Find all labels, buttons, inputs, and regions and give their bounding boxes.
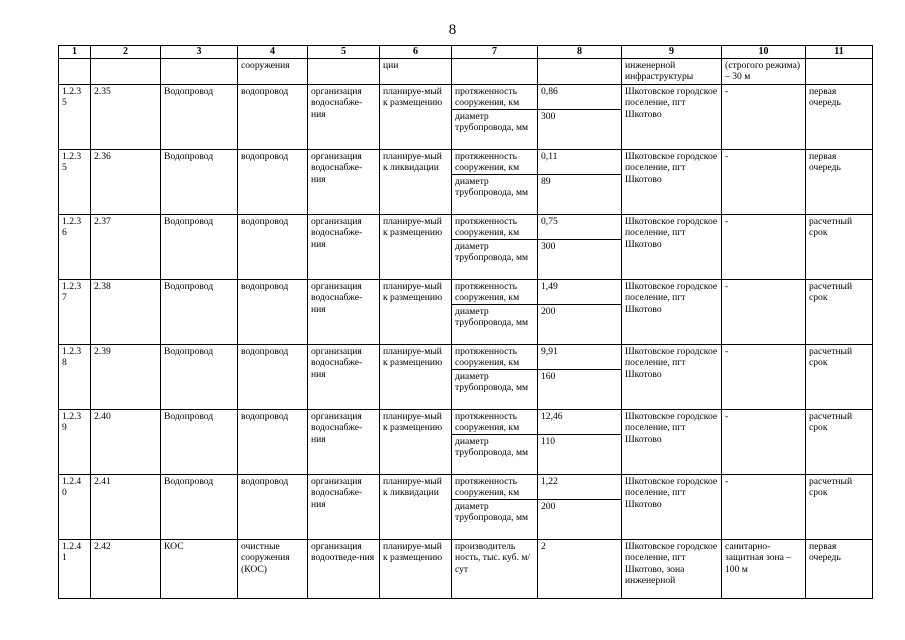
table-cell: планируе-мый к размещению	[380, 409, 452, 474]
table-cell: 1.2.3 9	[59, 409, 91, 474]
table-cell: Шкотовское городское поселение, пгт Шкотово	[622, 84, 722, 149]
table-cell: 2.35	[91, 84, 161, 149]
table-cell: ции	[380, 59, 452, 85]
table-cell: организация водоснабже-ния	[308, 474, 380, 539]
continuation-row	[59, 59, 873, 85]
table-cell: первая очередь	[806, 149, 873, 214]
table-cell: расчетный срок	[806, 409, 873, 474]
header-row	[59, 46, 873, 59]
table-cell: организация водоснабже-ния	[308, 344, 380, 409]
table-cell	[538, 409, 622, 474]
param-value: 0,86	[538, 85, 621, 110]
table-cell: планируе-мый к размещению	[380, 279, 452, 344]
table-cell: 1.2.3 8	[59, 344, 91, 409]
param-value: 110	[541, 435, 556, 447]
table-cell: Водопровод	[161, 474, 238, 539]
param-label: диаметр трубопровода, мм	[455, 500, 529, 524]
table-row	[59, 279, 873, 344]
col-header: 3	[161, 46, 238, 59]
table-cell: водопровод	[238, 344, 308, 409]
param-label: диаметр трубопровода, мм	[455, 110, 529, 134]
param-value: 89	[541, 175, 551, 187]
table-cell	[161, 59, 238, 85]
table-cell: (строгого режима) – 30 м	[722, 59, 806, 85]
param-label: диаметр трубопровода, мм	[455, 305, 529, 329]
table-cell	[452, 59, 538, 85]
table-cell: расчетный срок	[806, 344, 873, 409]
table-row	[59, 539, 873, 598]
table-cell: Шкотовское городское поселение, пгт Шкотово	[622, 214, 722, 279]
table-cell	[538, 149, 622, 214]
table-cell: -	[722, 474, 806, 539]
table-row	[59, 149, 873, 214]
param-value: 1,49	[538, 280, 621, 305]
table-cell: 1.2.3 6	[59, 214, 91, 279]
table-cell: КОС	[161, 539, 238, 598]
table-cell: организация водоснабже-ния	[308, 84, 380, 149]
param-label: протяженность сооружения, км	[452, 345, 537, 370]
param-label: протяженность сооружения, км	[452, 215, 537, 240]
table-cell: расчетный срок	[806, 279, 873, 344]
param-value: 0,11	[538, 150, 621, 175]
table-cell: организация водоснабже-ния	[308, 409, 380, 474]
table-cell: -	[722, 344, 806, 409]
table-cell	[91, 59, 161, 85]
table-cell: Шкотовское городское поселение, пгт Шкотово, зона инженерной	[622, 539, 722, 598]
param-value: 300	[541, 240, 556, 252]
table-cell	[538, 474, 622, 539]
table-cell: 2.36	[91, 149, 161, 214]
table-row	[59, 84, 873, 149]
table-cell	[308, 59, 380, 85]
table-cell: водопровод	[238, 279, 308, 344]
table-cell	[452, 214, 538, 279]
table-cell: 1.2.4 1	[59, 539, 91, 598]
table-cell: Шкотовское городское поселение, пгт Шкотово	[622, 474, 722, 539]
col-header: 2	[91, 46, 161, 59]
param-value: 12,46	[538, 410, 621, 435]
table-cell: производитель ность, тыс. куб. м/сут	[452, 539, 538, 598]
table-cell: 1.2.3 7	[59, 279, 91, 344]
table-cell: планируе-мый к размещению	[380, 84, 452, 149]
param-label: диаметр трубопровода, мм	[455, 435, 529, 459]
table-cell: Водопровод	[161, 214, 238, 279]
table-cell: 2.38	[91, 279, 161, 344]
table-cell	[538, 279, 622, 344]
table-cell: Водопровод	[161, 84, 238, 149]
param-value: 0,75	[538, 215, 621, 240]
table-cell: планируе-мый к размещению	[380, 539, 452, 598]
table-cell	[452, 84, 538, 149]
param-label: протяженность сооружения, км	[452, 150, 537, 175]
table-cell: Водопровод	[161, 149, 238, 214]
param-value: 200	[541, 500, 556, 512]
col-header: 7	[452, 46, 538, 59]
param-value: 200	[541, 305, 556, 317]
table-cell: первая очередь	[806, 84, 873, 149]
param-label: протяженность сооружения, км	[452, 410, 537, 435]
param-label: протяженность сооружения, км	[452, 280, 537, 305]
table-cell: 2.41	[91, 474, 161, 539]
table-cell: 1.2.3 5	[59, 149, 91, 214]
col-header: 11	[806, 46, 873, 59]
col-header: 4	[238, 46, 308, 59]
table-cell: организация водоснабже-ния	[308, 214, 380, 279]
table-cell: водопровод	[238, 84, 308, 149]
table-cell: водопровод	[238, 409, 308, 474]
table-cell: 2.37	[91, 214, 161, 279]
table-cell: планируе-мый к размещению	[380, 344, 452, 409]
table-cell: организация водоснабже-ния	[308, 149, 380, 214]
param-value: 1,22	[538, 475, 621, 500]
table-cell: Шкотовское городское поселение, пгт Шкотово	[622, 149, 722, 214]
table-cell: сооружения	[238, 59, 308, 85]
table-cell: 1.2.4 0	[59, 474, 91, 539]
table-cell: водопровод	[238, 214, 308, 279]
param-label: протяженность сооружения, км	[452, 85, 537, 110]
table-cell: 2	[538, 539, 622, 598]
table-cell: 2.42	[91, 539, 161, 598]
table-cell: планируе-мый к размещению	[380, 214, 452, 279]
table-row	[59, 214, 873, 279]
table-cell: Шкотовское городское поселение, пгт Шкотово	[622, 344, 722, 409]
table-cell: водопровод	[238, 474, 308, 539]
page-number: 8	[448, 22, 457, 38]
table-row	[59, 409, 873, 474]
param-label: диаметр трубопровода, мм	[455, 370, 529, 394]
table-cell: планируе-мый к ликвидации	[380, 149, 452, 214]
col-header: 10	[722, 46, 806, 59]
table-cell	[452, 279, 538, 344]
param-value: 300	[541, 110, 556, 122]
table-cell: организация водоснабже-ния	[308, 279, 380, 344]
col-header: 1	[59, 46, 91, 59]
table-cell: расчетный срок	[806, 474, 873, 539]
table-cell: -	[722, 409, 806, 474]
table-cell: Шкотовское городское поселение, пгт Шкотово	[622, 279, 722, 344]
table-cell: инженерной инфраструктуры	[622, 59, 722, 85]
table-cell: -	[722, 149, 806, 214]
param-label: диаметр трубопровода, мм	[455, 175, 529, 199]
table-row	[59, 344, 873, 409]
table-cell: планируе-мый к ликвидации	[380, 474, 452, 539]
table-cell	[538, 59, 622, 85]
table-cell	[59, 59, 91, 85]
table-cell: Шкотовское городское поселение, пгт Шкотово	[622, 409, 722, 474]
table-cell	[538, 214, 622, 279]
planning-table	[58, 45, 873, 599]
table-cell: очистные сооружения (КОС)	[238, 539, 308, 598]
table-cell: -	[722, 84, 806, 149]
table-cell: Водопровод	[161, 409, 238, 474]
table-cell	[452, 474, 538, 539]
table-cell	[452, 409, 538, 474]
table-cell: 2.40	[91, 409, 161, 474]
table-cell: 2.39	[91, 344, 161, 409]
param-value: 160	[541, 370, 556, 382]
table-cell: -	[722, 214, 806, 279]
table-cell: первая очередь	[806, 539, 873, 598]
table-cell	[538, 84, 622, 149]
col-header: 9	[622, 46, 722, 59]
col-header: 5	[308, 46, 380, 59]
table-cell: расчетный срок	[806, 214, 873, 279]
param-label: протяженность сооружения, км	[452, 475, 537, 500]
table-cell	[806, 59, 873, 85]
table-cell: -	[722, 279, 806, 344]
table-cell: 1.2.3 5	[59, 84, 91, 149]
table-row	[59, 474, 873, 539]
param-label: диаметр трубопровода, мм	[455, 240, 529, 264]
table-cell: водопровод	[238, 149, 308, 214]
table-cell: Водопровод	[161, 279, 238, 344]
table-cell	[452, 149, 538, 214]
table-cell: Водопровод	[161, 344, 238, 409]
table-cell	[538, 344, 622, 409]
table-cell: санитарно-защитная зона – 100 м	[722, 539, 806, 598]
col-header: 6	[380, 46, 452, 59]
col-header: 8	[538, 46, 622, 59]
table-cell: организация водоотведе-ния	[308, 539, 380, 598]
table-cell	[452, 344, 538, 409]
param-value: 9,91	[538, 345, 621, 370]
